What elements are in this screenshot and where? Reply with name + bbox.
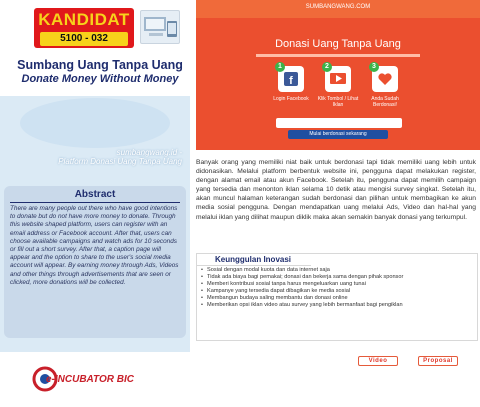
innovation-heading: Keunggulan Inovasi: [215, 255, 292, 264]
proposal-button[interactable]: Proposal: [418, 356, 458, 366]
list-item: • Membangun budaya saling membantu dan donasi online: [201, 295, 475, 302]
list-item: • Memberi kontribusi sosial tanpa harus mengeluarkan uang tunai: [201, 281, 475, 288]
list-item: • Memberikan opsi iklan video atau survey yang lebih bermanfaat bagi pengiklan: [201, 302, 475, 309]
step1-label: Login Facebook: [273, 96, 309, 102]
video-button[interactable]: Video: [358, 356, 398, 366]
hero-title: Donasi Uang Tanpa Uang: [275, 38, 401, 50]
hero-site-name: SUMBANGWANG.COM: [305, 4, 371, 10]
description-text: Banyak orang yang memiliki niat baik untuk berdonasi tapi tidak memiliki uang lebih untuk didonasikan. Melalui platform berbentuk website ini, pengguna dapat melakukan register, dengan alamat email atau akun Facebook. Setelah itu, pengguna dapat memilih campaign yang tersedia dan menonton iklan selama 10 detik atau mengisi survey singkat. Setelah itu, akan muncul halaman keterangan sudah berdonasi dan pilihan untuk membagikan ke akun media sosial pengguna. Dengan mendapatkan uang melalui Ads, Video dan hal-hal yang melalui iklan yang dilihat maupun diklik maka akan semakin banyak donasi yang terkumpul.: [196, 159, 476, 221]
abstract-divider: [10, 202, 180, 203]
abstract-box: [4, 186, 186, 338]
einc-logo-text: e-INCUBATOR BIC: [46, 374, 134, 385]
start-donating-label: Mulai berdonasi sekarang: [309, 131, 367, 137]
poster-subtitle: Donate Money Without Money: [21, 73, 179, 85]
decorative-shape: [20, 98, 170, 148]
step3-label: Anda Sudah Berdonasi!: [371, 96, 399, 108]
badge-title: KANDIDAT: [38, 10, 130, 29]
step2-number: 2: [322, 62, 332, 72]
platform-tagline: Platform Donasi Uang Tanpa Uang: [58, 157, 182, 166]
website-preview: [196, 0, 480, 150]
einc-logo: [24, 360, 174, 400]
innovation-box: [196, 253, 478, 341]
start-donating-button[interactable]: [288, 130, 388, 139]
badge-code: 5100 - 032: [40, 32, 128, 46]
site-url: sumbangwang.id -: [116, 148, 182, 157]
list-item: • Tidak ada biaya bagi pemakai; donasi dan bekerja sama dengan pihak sponsor: [201, 274, 475, 281]
step1-number: 1: [275, 62, 285, 72]
step2-label: Klik Tombol / Lihat Iklan: [317, 96, 359, 108]
poster-title: Sumbang Uang Tanpa Uang: [17, 58, 183, 72]
list-item: • Kampanye yang tersedia dapat dibagikan ke media sosial: [201, 288, 475, 295]
abstract-heading: Abstract: [74, 189, 116, 200]
list-item: • Sosial dengan modal kuota dan data internet saja: [201, 267, 475, 274]
hero-subtitle-bar: [256, 54, 420, 57]
step3-number: 3: [369, 62, 379, 72]
candidate-badge: [34, 8, 134, 48]
app-illustration: [140, 10, 180, 44]
sponsor-logos: [276, 118, 402, 128]
innovation-heading-tab: [197, 254, 311, 266]
svg-text:f: f: [289, 75, 293, 87]
abstract-body: There are many people out there who have good intentions to donate but do not have more money to donate. Through this website shaped platform, users can register with an email address or Facebook account. After that, users can choose available campaigns and watch ads for 10 seconds or fill out a short survey. After that, a caption page will appear and the option to share to the user's social media account will appear. By earning money through Ads, Videos and other things through advertisements that are seen or clicked, more donations will be collected.: [10, 205, 179, 286]
innovation-list: [201, 267, 475, 310]
left-column: [0, 0, 190, 407]
